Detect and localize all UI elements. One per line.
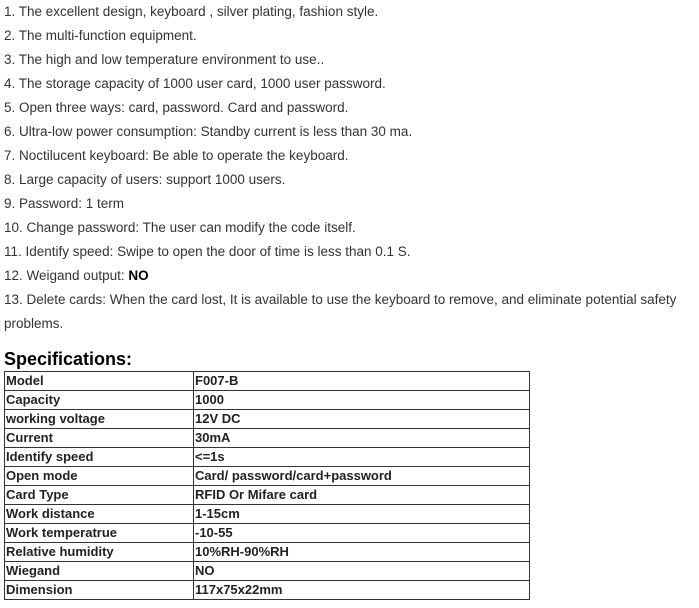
specifications-table xyxy=(4,371,530,600)
spec-key-cell: Identify speed xyxy=(5,448,194,467)
spec-value-cell: RFID Or Mifare card xyxy=(194,486,530,505)
table-row xyxy=(5,543,530,562)
spec-value-cell: F007-B xyxy=(194,372,530,391)
table-row xyxy=(5,524,530,543)
feature-item: 9. Password: 1 term xyxy=(4,196,125,211)
spec-key-cell: Model xyxy=(5,372,194,391)
feature-item: 1. The excellent design, keyboard , silver plating, fashion style. xyxy=(4,4,379,19)
feature-item: 7. Noctilucent keyboard: Be able to operate the keyboard. xyxy=(4,148,349,163)
feature-item: 4. The storage capacity of 1000 user card, 1000 user password. xyxy=(4,76,386,91)
spec-key-cell: Relative humidity xyxy=(5,543,194,562)
weigand-value: NO xyxy=(128,268,149,283)
feature-item-weigand xyxy=(4,264,694,288)
spec-value-cell: 1-15cm xyxy=(194,505,530,524)
feature-item: 13. Delete cards: When the card lost, It is available to use the keyboard to remove, and eliminate potential safety problems. xyxy=(4,292,677,331)
spec-key-cell: Card Type xyxy=(5,486,194,505)
table-row xyxy=(5,429,530,448)
feature-list xyxy=(4,0,694,336)
spec-key-cell: working voltage xyxy=(5,410,194,429)
feature-item: 10. Change password: The user can modify the code itself. xyxy=(4,220,356,235)
spec-value-cell: 30mA xyxy=(194,429,530,448)
spec-key-cell: Dimension xyxy=(5,581,194,600)
spec-value-cell: 1000 xyxy=(194,391,530,410)
spec-value-cell: 10%RH-90%RH xyxy=(194,543,530,562)
spec-value-cell: 12V DC xyxy=(194,410,530,429)
table-row xyxy=(5,562,530,581)
feature-item: 5. Open three ways: card, password. Card and password. xyxy=(4,100,349,115)
spec-key-cell: Current xyxy=(5,429,194,448)
table-row xyxy=(5,448,530,467)
spec-key-cell: Wiegand xyxy=(5,562,194,581)
specifications-table-body xyxy=(5,372,530,600)
feature-item: 3. The high and low temperature environment to use.. xyxy=(4,52,325,67)
spec-value-cell: Card/ password/card+password xyxy=(194,467,530,486)
feature-item: 8. Large capacity of users: support 1000 users. xyxy=(4,172,286,187)
feature-item: 2. The multi-function equipment. xyxy=(4,28,197,43)
spec-key-cell: Work distance xyxy=(5,505,194,524)
table-row xyxy=(5,391,530,410)
spec-value-cell: -10-55 xyxy=(194,524,530,543)
feature-item: 6. Ultra-low power consumption: Standby current is less than 30 ma. xyxy=(4,124,413,139)
table-row xyxy=(5,372,530,391)
table-row xyxy=(5,486,530,505)
feature-item: 11. Identify speed: Swipe to open the door of time is less than 0.1 S. xyxy=(4,244,411,259)
spec-value-cell: 117x75x22mm xyxy=(194,581,530,600)
table-row xyxy=(5,410,530,429)
specifications-heading: Specifications: xyxy=(4,349,133,369)
spec-key-cell: Open mode xyxy=(5,467,194,486)
spec-value-cell: <=1s xyxy=(194,448,530,467)
table-row xyxy=(5,505,530,524)
table-row xyxy=(5,467,530,486)
spec-key-cell: Capacity xyxy=(5,391,194,410)
spec-key-cell: Work temperatrue xyxy=(5,524,194,543)
spec-value-cell: NO xyxy=(194,562,530,581)
table-row xyxy=(5,581,530,600)
feature-text: 12. Weigand output: xyxy=(4,268,129,283)
